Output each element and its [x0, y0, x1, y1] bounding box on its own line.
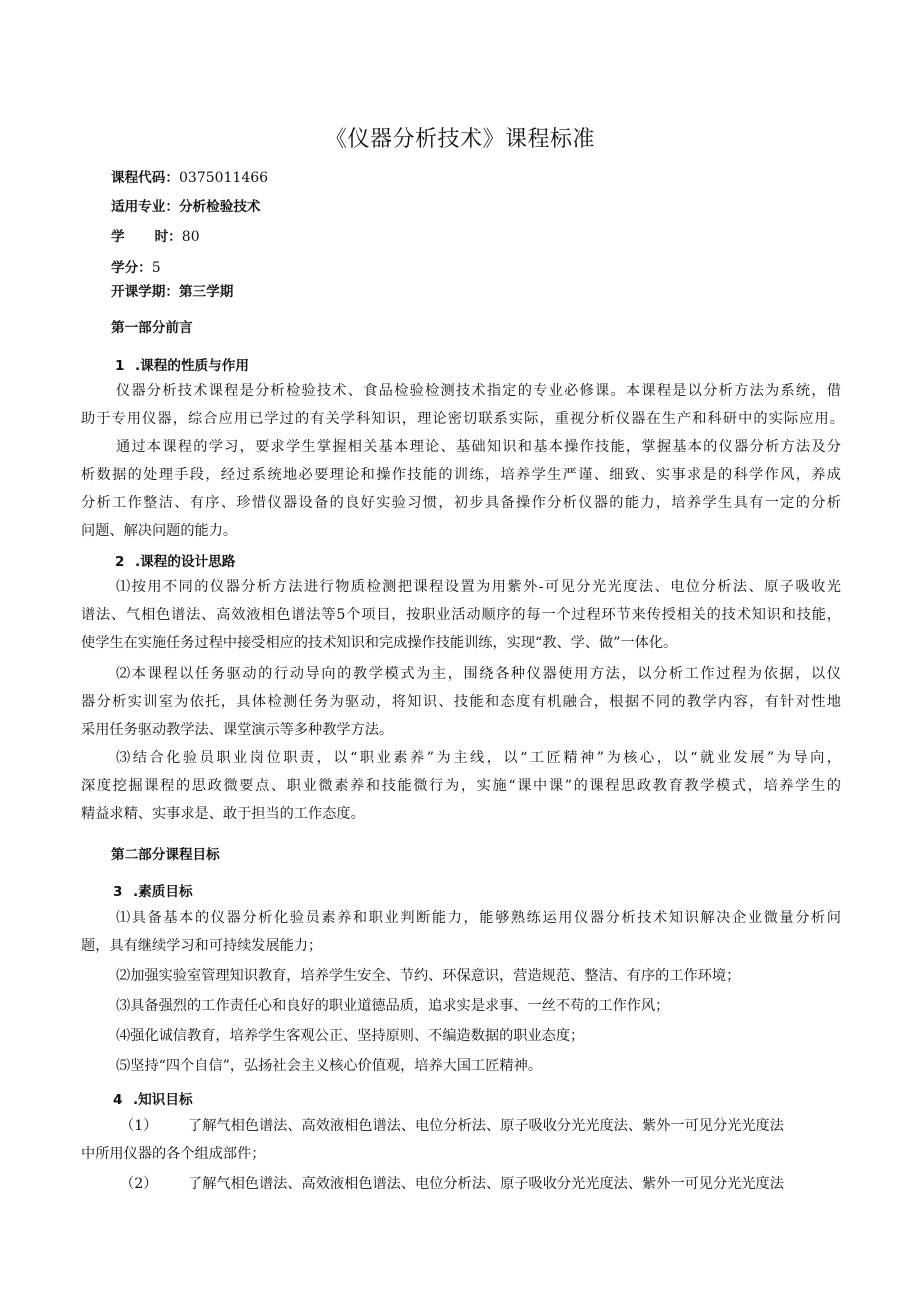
course-code-label: 课程代码： — [111, 170, 179, 186]
para-1-line-2: 助于专用仪器，综合应用已学过的有关学科知识，理论密切联系实际，重视分析仪器在生产和科研中的实际应用。 — [81, 411, 844, 427]
hours-label-2: 时： — [154, 229, 182, 245]
major-line — [111, 197, 261, 217]
page-title: 《仪器分析技术》课程标准 — [324, 127, 595, 152]
knowledge-1-line-1 — [120, 1116, 784, 1136]
design-2-line-3: 采用任务驱动教学法、课堂演示等多种教学方法。 — [81, 722, 394, 738]
section-2-number: 2 — [115, 554, 125, 570]
quality-1-line-1: ⑴具备基本的仪器分析化验员素养和职业判断能力，能够熟练运用仪器分析技术知识解决企业微量分析问 — [116, 910, 841, 926]
section-3-number: 3 — [113, 884, 123, 900]
course-code-value: 0375011466 — [178, 170, 269, 186]
quality-4: ⑷强化诚信教育，培养学生客观公正、坚持原则、不编造数据的职业态度； — [116, 1028, 585, 1044]
section-1-heading — [115, 356, 249, 376]
major-value: 分析检验技术 — [178, 199, 261, 215]
knowledge-2-text: 了解气相色谱法、高效液相色谱法、电位分析法、原子吸收分光光度法、紫外一可见分光光度法 — [188, 1176, 784, 1192]
para-1-line-1: 仪器分析技术课程是分析检验技术、食品检验检测技术指定的专业必修课。本课程是以分析方法为系统，借 — [116, 383, 841, 399]
hours-label-1: 学 — [111, 229, 125, 245]
credit-line — [111, 258, 161, 278]
hours-value: 80 — [181, 229, 200, 245]
design-2-line-1: ⑵本课程以任务驱动的行动导向的教学模式为主，围绕各种仪器使用方法，以分析工作过程为依据，以仪 — [116, 666, 841, 682]
section-1-number: 1 — [115, 358, 125, 374]
para-2-line-3: 分析工作整洁、有序、珍惜仪器设备的良好实验习惯，初步具备操作分析仪器的能力，培养学生具有一定的分析 — [81, 495, 841, 511]
knowledge-1-number: （1） — [120, 1118, 158, 1134]
para-2-line-4: 问题、解决问题的能力。 — [81, 523, 238, 539]
major-label: 适用专业： — [111, 199, 179, 215]
course-code-line — [111, 168, 268, 188]
part1-heading: 第一部分前言 — [111, 320, 193, 336]
credit-label: 学分： — [111, 260, 152, 276]
design-2-line-2: 器分析实训室为依托，具体检测任务为驱动，将知识、技能和态度有机融合，根据不同的教学内容，有针对性地 — [81, 694, 841, 710]
design-3-line-2: 深度挖掘课程的思政微要点、职业微素养和技能微行为，实施“课中课”的课程思政教育教学模式，培养学生的 — [81, 778, 841, 794]
section-1-title: .课程的性质与作用 — [135, 358, 249, 374]
para-2-line-1: 通过本课程的学习，要求学生掌握相关基本理论、基础知识和基本操作技能，掌握基本的仪器分析方法及分 — [116, 439, 841, 455]
knowledge-1-line-2: 中所用仪器的各个组成部件； — [81, 1146, 266, 1162]
design-3-line-1: ⑶结合化验员职业岗位职责，以“职业素养”为主线，以“工匠精神”为核心，以“就业发展”为导向， — [116, 750, 841, 766]
para-2-line-2: 析数据的处理手段，经过系统地必要理论和操作技能的训练，培养学生严谨、细致、实事求是的科学作风，养成 — [81, 467, 841, 483]
quality-3: ⑶具备强烈的工作责任心和良好的职业道德品质，追求实是求事、一丝不苟的工作作风； — [116, 998, 670, 1014]
design-1-line-2: 谱法、气相色谱法、高效液相色谱法等5个项目，按职业活动顺序的每一个过程环节来传授相关的技术知识和技能， — [81, 607, 841, 623]
semester-value: 第三学期 — [178, 284, 234, 300]
section-4-number: 4 — [113, 1092, 123, 1108]
design-1-line-3: 使学生在实施任务过程中接受相应的技术知识和完成操作技能训练，实现“教、学、做”一体化。 — [81, 635, 678, 651]
quality-2: ⑵加强实验室管理知识教育，培养学生安全、节约、环保意识，营造规范、整洁、有序的工作环境； — [116, 968, 741, 984]
quality-1-line-2: 题，具有继续学习和可持续发展能力； — [81, 938, 323, 954]
section-2-title: .课程的设计思路 — [135, 554, 236, 570]
quality-5: ⑸坚持“四个自信”，弘扬社会主义核心价值观，培养大国工匠精神。 — [116, 1058, 542, 1074]
section-2-heading — [115, 552, 235, 572]
section-3-title: .素质目标 — [133, 884, 193, 900]
semester-label: 开课学期： — [111, 284, 179, 300]
part2-heading: 第二部分课程目标 — [111, 847, 220, 863]
semester-line — [111, 282, 233, 302]
knowledge-2-number: （2） — [120, 1176, 158, 1192]
section-4-heading — [113, 1090, 193, 1110]
design-1-line-1: ⑴按用不同的仪器分析方法进行物质检测把课程设置为用紫外-可见分光光度法、电位分析法、原子吸收光 — [116, 579, 841, 595]
knowledge-2-line-1 — [120, 1174, 784, 1194]
section-3-heading — [113, 882, 193, 902]
knowledge-1-text: 了解气相色谱法、高效液相色谱法、电位分析法、原子吸收分光光度法、紫外一可见分光光度法 — [188, 1118, 784, 1134]
section-4-title: .知识目标 — [133, 1092, 193, 1108]
design-3-line-3: 精益求精、实事求是、敢于担当的工作态度。 — [81, 806, 365, 822]
credit-value: 5 — [151, 260, 161, 276]
hours-line — [111, 227, 200, 247]
